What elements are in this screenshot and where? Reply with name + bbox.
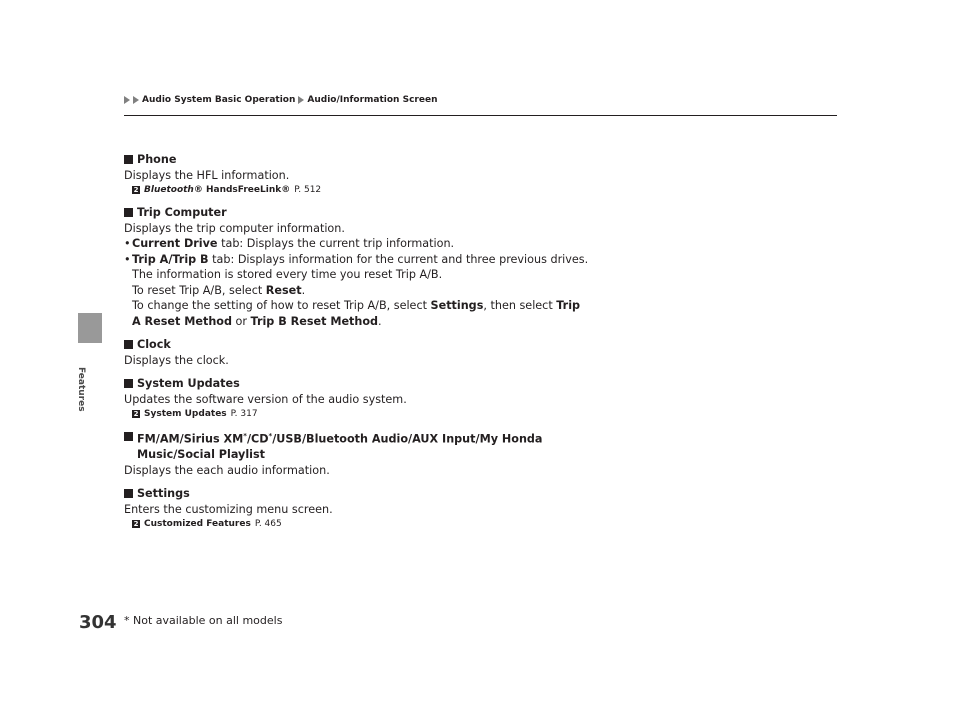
xref-title: ® HandsFreeLink® (193, 185, 291, 195)
xref-title-italic: Bluetooth (144, 185, 194, 195)
cross-reference-link[interactable] (124, 407, 594, 421)
square-bullet-icon (124, 155, 133, 164)
breadcrumb-arrow-icon (133, 96, 139, 104)
section-body: Displays the trip computer information. (124, 221, 345, 235)
trip-settings-instruction-cont: A Reset Method or Trip B Reset Method. (132, 314, 382, 328)
section-body: Enters the customizing menu screen. (124, 502, 333, 516)
heading-text: Settings (137, 487, 190, 501)
heading-text: FM/AM/Sirius XM*/CD*/USB/Bluetooth Audio/AUX Input/My Honda Music/Social Playlist (137, 432, 543, 462)
breadcrumb-section[interactable]: Audio System Basic Operation (142, 95, 296, 105)
square-bullet-icon (124, 340, 133, 349)
bullet-term: Current Drive (132, 237, 218, 250)
section-phone (124, 152, 594, 197)
section-heading (124, 337, 594, 353)
breadcrumb (124, 95, 437, 105)
section-heading (124, 205, 594, 221)
page-number: 304 (79, 612, 117, 633)
xref-title: Customized Features (144, 519, 251, 530)
header-divider (124, 115, 837, 116)
xref-page: P. 465 (254, 519, 282, 530)
square-bullet-icon (124, 379, 133, 388)
square-bullet-icon (124, 208, 133, 217)
xref-arrow-icon: 2 (133, 186, 139, 194)
footnote: * Not available on all models (124, 614, 283, 627)
xref-title: System Updates (144, 409, 227, 419)
content-column (124, 152, 594, 539)
section-body: Updates the software version of the audio system. (124, 392, 407, 406)
section-clock (124, 337, 594, 368)
section-body: Displays the clock. (124, 353, 229, 367)
chapter-tab (78, 313, 102, 343)
heading-text: Clock (137, 338, 171, 351)
xref-page: P. 512 (294, 185, 322, 195)
square-bullet-icon (124, 432, 133, 441)
breadcrumb-arrow-icon (298, 96, 304, 104)
section-settings (124, 486, 594, 531)
heading-text: Trip Computer (137, 206, 227, 219)
section-heading (124, 429, 594, 463)
section-body: Displays the each audio information. (124, 463, 330, 477)
bullet-term: Trip A/Trip B (132, 252, 209, 266)
section-trip-computer (124, 205, 594, 329)
section-heading (124, 152, 594, 168)
section-heading (124, 376, 594, 392)
list-item (124, 236, 594, 252)
section-system-updates (124, 376, 594, 421)
bullet-dot-icon: • (124, 252, 131, 266)
xref-arrow-icon: 2 (133, 410, 139, 418)
chapter-label: Features (76, 367, 86, 412)
bullet-text: tab: Displays information for the current and three previous drives. (208, 252, 589, 266)
bullet-dot-icon: • (124, 237, 131, 250)
list-item (124, 252, 594, 268)
cross-reference-link[interactable] (124, 517, 594, 531)
xref-page: P. 317 (230, 409, 258, 419)
square-bullet-icon (124, 489, 133, 498)
trip-note: The information is stored every time you reset Trip A/B. (132, 268, 443, 281)
heading-text: Phone (137, 153, 177, 166)
heading-text: System Updates (137, 377, 240, 390)
section-body: Displays the HFL information. (124, 168, 290, 182)
section-heading (124, 486, 594, 502)
breadcrumb-page[interactable]: Audio/Information Screen (307, 95, 438, 105)
trip-settings-instruction: To change the setting of how to reset Trip A/B, select Settings, then select Trip (132, 299, 581, 312)
cross-reference-link[interactable] (124, 183, 594, 197)
bullet-text: tab: Displays the current trip information. (217, 237, 455, 250)
breadcrumb-arrow-icon (124, 96, 130, 104)
section-audio-sources (124, 429, 594, 478)
xref-arrow-icon: 2 (133, 520, 139, 529)
trip-reset-instruction: To reset Trip A/B, select Reset. (132, 283, 306, 297)
